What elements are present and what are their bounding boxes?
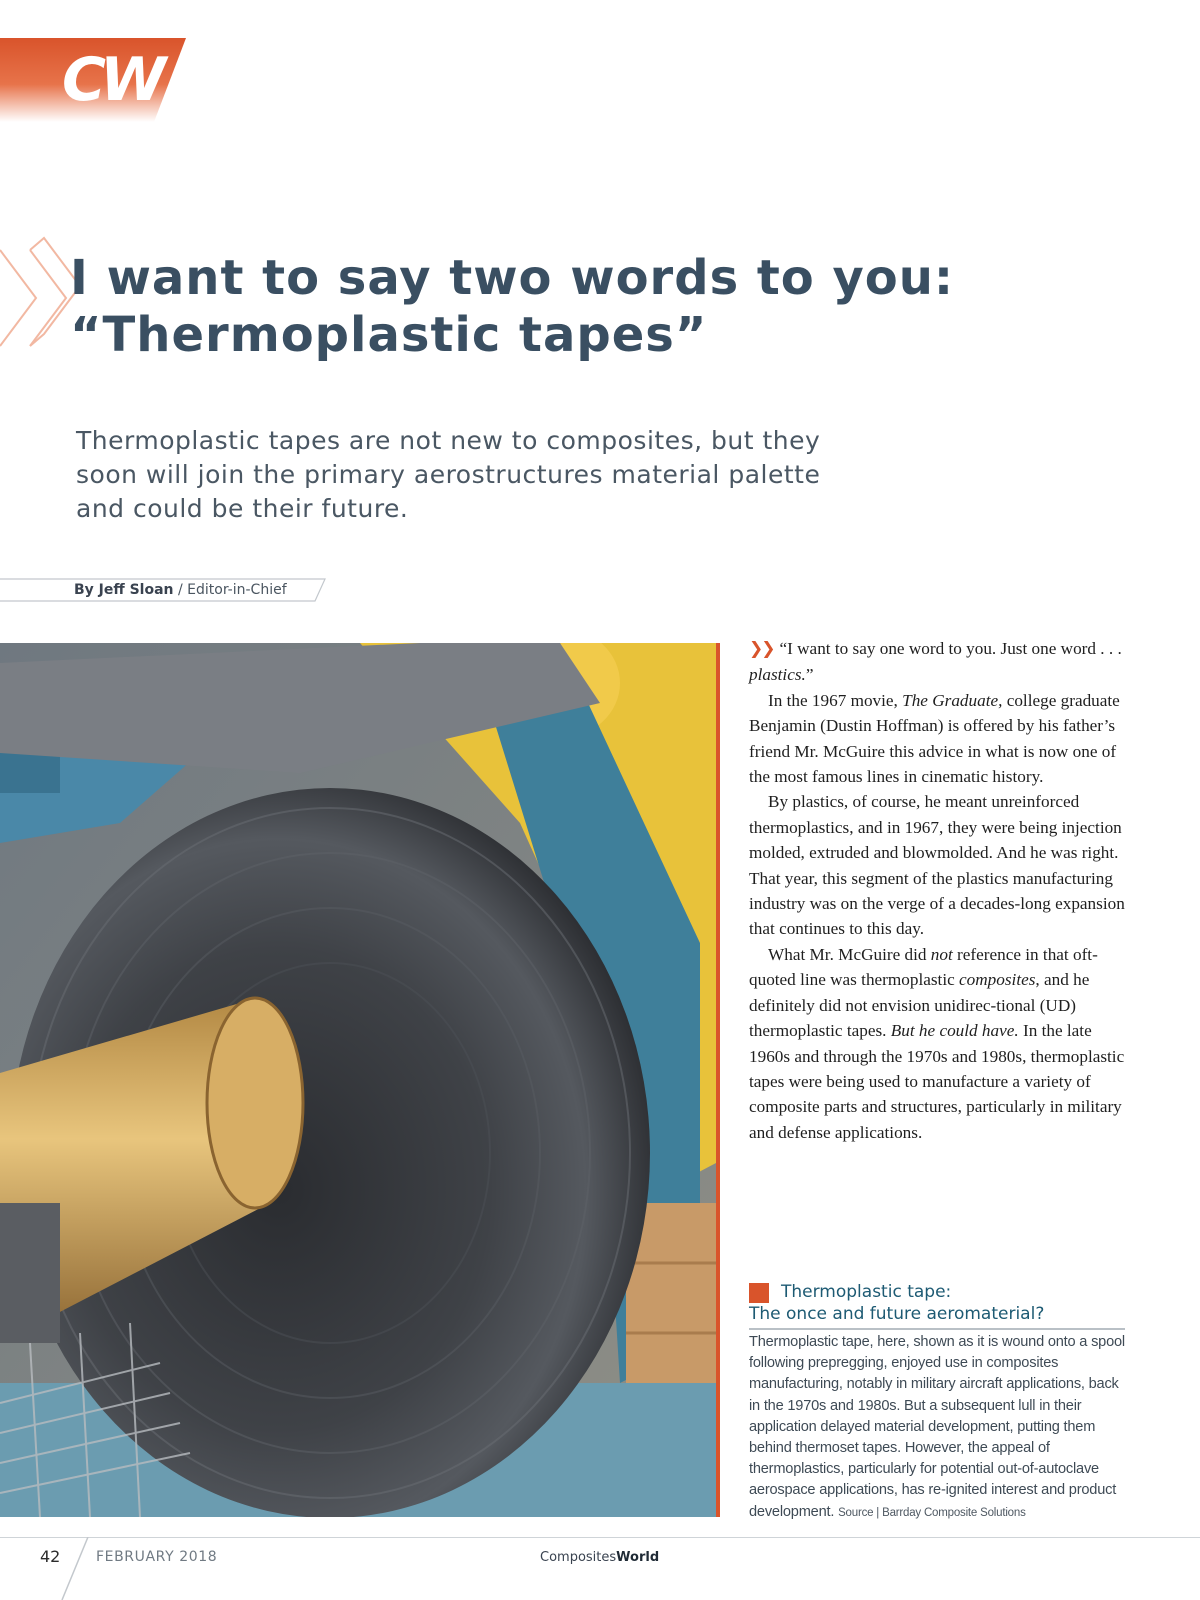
photo-accent-rule [716, 643, 720, 1517]
byline-role: Editor-in-Chief [187, 582, 287, 598]
article-photo [0, 643, 716, 1517]
caption-divider [749, 1328, 1125, 1330]
headline-line-2: “Thermoplastic tapes” [70, 307, 708, 363]
footer-slash [60, 1537, 90, 1600]
body-text [749, 636, 1129, 1145]
footer-divider [0, 1537, 1200, 1538]
byline [74, 582, 287, 598]
paragraph-2: In the 1967 movie, The Graduate, college graduate Benjamin (Dustin Hoffman) is offered by his father’s friend Mr. McGuire this advice in what is now one of the most famous lines in cinematic history. [749, 690, 1120, 787]
publication-name: CompositesWorld [540, 1550, 660, 1565]
logo-text: CW [62, 45, 161, 115]
caption-text: Thermoplastic tape, here, shown as it is wound onto a spool following prepregging, enjoyed use in composites manufacturing, notably in military aircraft applications, back in the 1970s and 1980s. But a subsequent lull in their application delayed material development, putting them behind thermoset tapes. However, the appeal of thermoplastics, particularly for potential out-of-autoclave aerospace applications, has re-ignited interest and product development. Source | Barrday Composite Solutions [749, 1334, 1125, 1520]
caption-source: Source | Barrday Composite Solutions [838, 1506, 1026, 1519]
byline-author: By Jeff Sloan [74, 582, 174, 598]
headline [70, 250, 1130, 364]
tape-spool-photo [0, 643, 716, 1517]
paragraph-3: By plastics, of course, he meant unreinforced thermoplastics, and in 1967, they were being injection molded, extruded and blowmolded. And he was right. That year, this segment of the plastics manufacturing industry was on the verge of a decades-long expansion that continues to this day. [749, 792, 1125, 939]
page-number: 42 [40, 1547, 61, 1566]
issue-date: FEBRUARY 2018 [96, 1549, 218, 1565]
caption-title-line-2: The once and future aeromaterial? [749, 1304, 1045, 1324]
caption-title-line-1: Thermoplastic tape: [781, 1282, 952, 1302]
byline-separator: / [173, 582, 188, 598]
chevron-right-icon: ❯❯ [749, 639, 774, 659]
paragraph-1: ❯❯ “I want to say one word to you. Just one word . . . plastics.” [749, 639, 1122, 685]
paragraph-4: What Mr. McGuire did not reference in that oft-quoted line was thermoplastic composites, and he definitely did not envision unidirec-tional (UD) thermoplastic tapes. But he could have. In the late 1960s and through the 1970s and 1980s, thermoplastic tapes were being used to manufacture a variety of composite parts and structures, particularly in military and defense applications. [749, 944, 1125, 1142]
headline-line-1: I want to say two words to you: [70, 250, 955, 306]
caption-title [749, 1281, 1129, 1325]
deck: Thermoplastic tapes are not new to composites, but they soon will join the primary aerostructures material palette and could be their future. [76, 426, 821, 523]
